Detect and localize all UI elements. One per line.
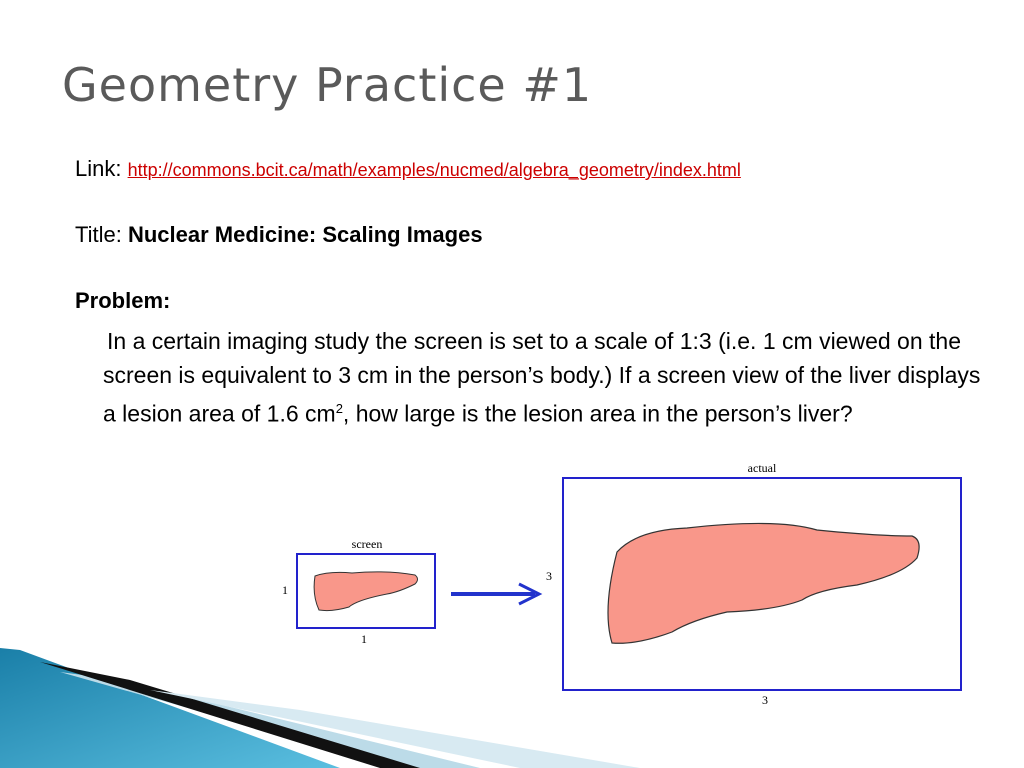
problem-label: Problem: — [75, 288, 171, 313]
actual-side-label: 3 — [546, 569, 552, 583]
link-line: Link: http://commons.bcit.ca/math/examples/nucmed/algebra_geometry/index.html — [75, 156, 741, 181]
slide-title: Geometry Practice #1 — [62, 58, 593, 112]
screen-side-label: 1 — [282, 583, 288, 597]
link-url[interactable]: http://commons.bcit.ca/math/examples/nucmed/algebra_geometry/index.html — [127, 160, 741, 180]
screen-bottom-label: 1 — [361, 632, 367, 646]
scaling-figure — [257, 460, 983, 710]
problem-text: In a certain imaging study the screen is set to a scale of 1:3 (i.e. 1 cm viewed on the screen is equivalent to 3 cm in the person’s body.) If a screen view of the liver displays a lesion area of 1.6 $cm^2$, how large is the lesion area in the person’s liver? — [103, 328, 981, 427]
screen-label: screen — [351, 537, 383, 551]
actual-label: actual — [747, 461, 777, 475]
title-line: Title: Nuclear Medicine: Scaling Images — [75, 222, 483, 247]
title-value: Nuclear Medicine: Scaling Images — [127, 222, 483, 247]
title-label: Title — [75, 222, 116, 247]
actual-bottom-label: 3 — [762, 693, 768, 707]
link-label: Link — [75, 156, 116, 181]
